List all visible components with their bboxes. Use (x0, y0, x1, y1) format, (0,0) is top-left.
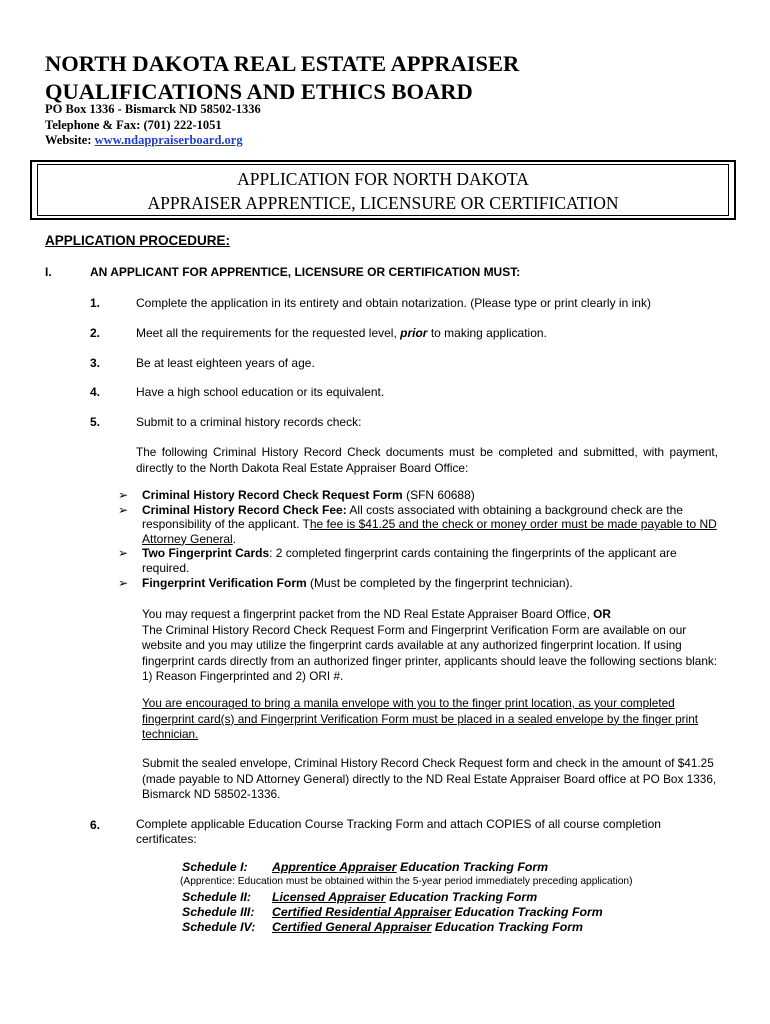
item-text: Have a high school education or its equivalent. (136, 385, 385, 399)
schedule-label: Schedule I: (182, 860, 248, 874)
item-number: 4. (90, 385, 101, 399)
schedule-link[interactable]: Certified General Appraiser (272, 920, 432, 934)
list-item (118, 488, 720, 503)
item-text: Submit to a criminal history records check: (136, 415, 362, 429)
contact-block (45, 102, 261, 149)
arrow-bullet-icon: ➢ (118, 502, 129, 517)
section-number: I. (45, 265, 52, 279)
item-number: 1. (90, 296, 101, 310)
schedule-link[interactable]: Apprentice Appraiser (272, 860, 397, 874)
item-number: 5. (90, 415, 101, 429)
fee-underlined: he fee is $41.25 and the check or money order must be made payable to ND Attorney General (142, 517, 717, 546)
list-item (118, 576, 720, 591)
bullet-text: (Must be completed by the fingerprint technician). (306, 575, 573, 590)
website-line (45, 133, 261, 149)
arrow-bullet-icon: ➢ (118, 546, 129, 561)
item-text-part: to making application. (427, 326, 547, 340)
address: PO Box 1336 - Bismarck ND 58502-1336 (45, 102, 261, 116)
bullet-bold: Fingerprint Verification Form (142, 575, 307, 590)
bullet-bold: Criminal History Record Check Request Form (142, 488, 403, 502)
procedure-heading: APPLICATION PROCEDURE: (45, 233, 231, 248)
bullet-text: : 2 completed fingerprint cards containing the fingerprints of the applicant are required. (142, 546, 677, 575)
schedule-link[interactable]: Certified Residential Appraiser (272, 905, 452, 919)
item-number: 6. (90, 818, 101, 832)
schedule-label: Schedule II: (182, 890, 252, 904)
item-number: 2. (90, 326, 101, 340)
schedule-label: Schedule IV: (182, 920, 256, 934)
packet-text-2: The Criminal History Record Check Request Form and Fingerprint Verification Form are available on our website and you may utilize the fingerprint cards available at any authorized fingerprint location. If using fingerprint cards directly from an authorized finger printer, applicants should leave the following sections blank: 1) Reason Fingerprinted and 2) ORI #. (142, 622, 718, 684)
schedule-rest: Education Tracking Form (451, 905, 603, 919)
form-title-line2: APPRAISER APPRENTICE, LICENSURE OR CERTIFICATION (147, 193, 619, 213)
item-text (136, 325, 547, 341)
schedule-rest: Education Tracking Form (385, 890, 538, 904)
schedule-label: Schedule III: (182, 905, 255, 919)
schedule-row (182, 890, 537, 905)
list-item (118, 503, 720, 547)
phone: Telephone & Fax: (701) 222-1051 (45, 117, 222, 132)
form-title-line1: APPLICATION FOR NORTH DAKOTA (237, 169, 529, 189)
schedule-link[interactable]: Licensed Appraiser (272, 890, 386, 904)
website-label: Website: (45, 133, 92, 147)
bullet-bold: Criminal History Record Check Fee: (142, 502, 347, 517)
packet-or: OR (593, 607, 611, 621)
schedule-rest: Education Tracking Form (431, 920, 583, 934)
list-item (118, 546, 720, 575)
bullet-text-end: . (232, 531, 237, 546)
schedule-row (182, 860, 548, 875)
form-title-box (37, 164, 729, 216)
schedule-note: (Apprentice: Education must be obtained within the 5-year period immediately preceding application) (180, 876, 633, 887)
bullet-text: All costs associated with obtaining a background check are the responsibility of the applicant. T (142, 502, 683, 532)
envelope-paragraph: You are encouraged to bring a manila envelope with you to the finger print location, as your completed fingerprint card(s) and Fingerprint Verification Form must be placed in a sealed envelope by the finger print technician. (142, 696, 699, 742)
item-text: Complete the application in its entirety and obtain notarization. (Please type or print clearly in ink) (136, 296, 651, 310)
board-title (45, 50, 519, 106)
schedule-row (182, 905, 603, 920)
submit-paragraph: Submit the sealed envelope, Criminal History Record Check Request form and check in the amount of $41.25 (made payable to ND Attorney General) directly to the ND Real Estate Appraiser Board office at PO Box 1336, Bismarck ND 58502-1336. (142, 756, 717, 802)
schedule-row (182, 920, 583, 935)
item-number: 3. (90, 356, 101, 370)
arrow-bullet-icon: ➢ (118, 488, 129, 502)
fingerprint-packet-paragraph (142, 607, 720, 685)
board-title-line2: QUALIFICATIONS AND ETHICS BOARD (45, 79, 473, 104)
section-title: AN APPLICANT FOR APPRENTICE, LICENSURE OR CERTIFICATION MUST: (90, 265, 521, 279)
board-title-line1: NORTH DAKOTA REAL ESTATE APPRAISER (45, 51, 520, 76)
bullet-bold: Two Fingerprint Cards (142, 546, 270, 561)
website-link[interactable]: www.ndappraiserboard.org (94, 133, 243, 147)
schedule-rest: Education Tracking Form (396, 860, 549, 874)
criminal-check-paragraph: The following Criminal History Record Check documents must be completed and submitted, with payment, directly to the North Dakota Real Estate Appraiser Board Office: (136, 445, 718, 475)
bullet-text: (SFN 60688) (402, 488, 475, 502)
packet-text: You may request a fingerprint packet from the ND Real Estate Appraiser Board Office, (142, 607, 594, 621)
item-text-part: Meet all the requirements for the requested level, (136, 326, 401, 340)
arrow-bullet-icon: ➢ (118, 575, 129, 590)
item-text: Complete applicable Education Course Tracking Form and attach COPIES of all course completion certificates: (136, 817, 661, 846)
criminal-check-documents (118, 488, 720, 590)
item-text: Be at least eighteen years of age. (136, 356, 315, 370)
prior-emphasis: prior (400, 326, 428, 340)
